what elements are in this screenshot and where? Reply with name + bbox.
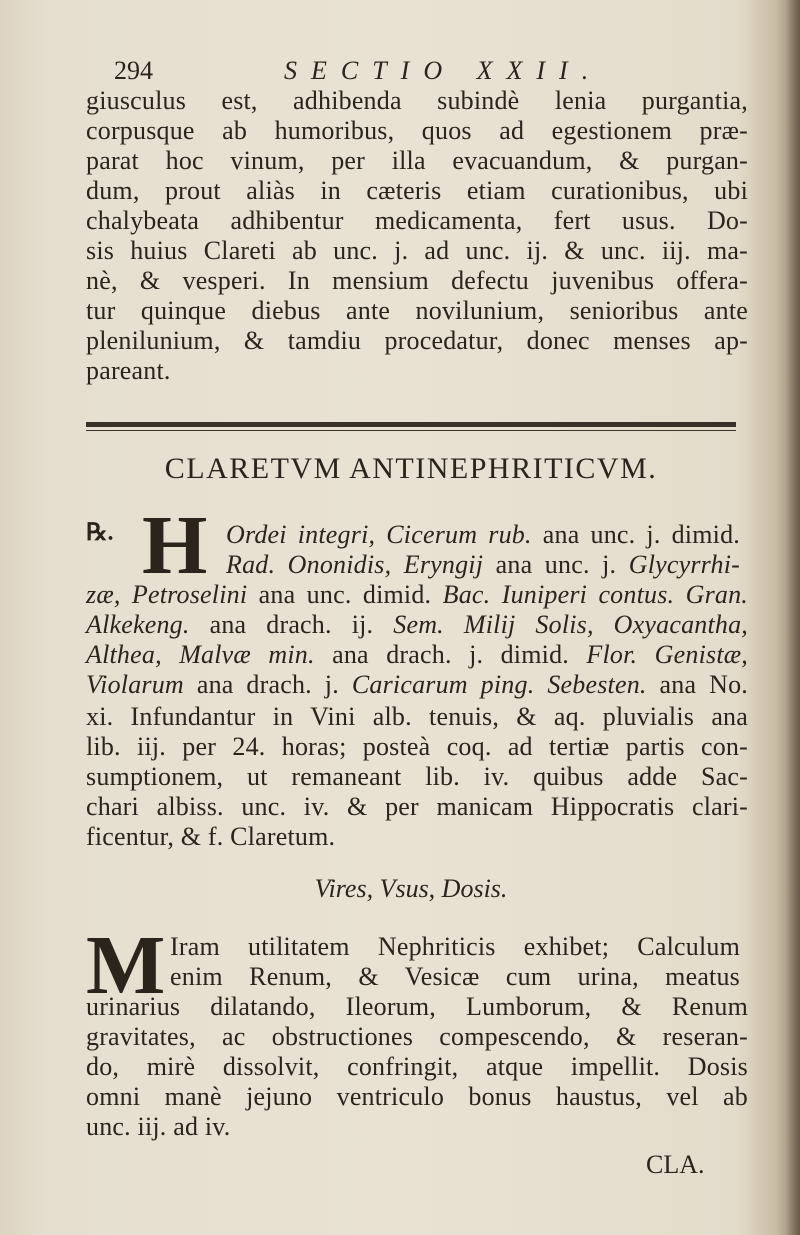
paragraph1-line: chalybeata adhibentur medicamenta, fert usus. Do- — [86, 206, 748, 235]
recipe-text: ana unc. j. dimid. — [531, 520, 740, 549]
page-number: 294 — [114, 56, 153, 85]
recipe-text: ficentur, & f. Claretum. — [86, 822, 336, 851]
recipe-text: sumptionem, ut remaneant lib. iv. quibus adde Sac- — [86, 762, 748, 791]
recipe-text: xi. Infundantur in Vini alb. tenuis, & aq. pluvialis ana — [86, 702, 748, 731]
recipe-text: zæ, Petroselini — [86, 580, 248, 609]
recipe-text: chari albiss. unc. iv. & per manicam Hippocratis clari- — [86, 792, 748, 821]
paragraph2-line: Iram utilitatem Nephriticis exhibet; Calculum — [170, 932, 740, 961]
recipe-text: Flor. Genistæ, — [586, 640, 748, 669]
recipe-line — [86, 702, 748, 732]
paragraph1-line: corpusque ab humoribus, quos ad egestionem præ- — [86, 116, 748, 145]
paragraph2-line: gravitates, ac obstructiones compescendo, & reseran- — [86, 1022, 748, 1051]
section-rule-thin — [86, 430, 736, 431]
drop-cap-h: H — [142, 499, 208, 592]
recipe-text: Alkekeng. — [86, 610, 190, 639]
section-title: SECTIO XXII. — [284, 56, 603, 85]
recipe-text: ana drach. j. dimid. — [314, 640, 587, 669]
paragraph2-line: omni manè jejuno ventriculo bonus haustus, vel ab — [86, 1082, 748, 1111]
recipe-line — [86, 762, 748, 792]
paragraph2-line: do, mirè dissolvit, confringit, atque impellit. Dosis — [86, 1052, 748, 1081]
recipe-line — [86, 792, 748, 822]
recipe-text: ana unc. j. — [483, 550, 629, 579]
drop-cap-m: M — [86, 919, 166, 1012]
recipe-text: ana drach. ij. — [189, 610, 394, 639]
catchword: CLA. — [646, 1150, 705, 1179]
paragraph2-line: enim Renum, & Vesicæ cum urina, meatus — [170, 962, 740, 991]
paragraph1-line: tur quinque diebus ante novilunium, senioribus ante — [86, 296, 748, 325]
page-edge-shadow — [786, 0, 800, 1235]
recipe-text: ana No. — [646, 670, 748, 699]
vires-usus-dosis-heading: Vires, Vsus, Dosis. — [314, 874, 508, 903]
recipe-line — [86, 610, 748, 640]
recipe-text: Bac. Iuniperi contus. Gran. — [442, 580, 748, 609]
paragraph1-line: sis huius Clareti ab unc. j. ad unc. ij. & unc. iij. ma- — [86, 236, 748, 265]
paragraph1-line: nè, & vesperi. In mensium defectu juvenibus offera- — [86, 266, 748, 295]
recipe-heading: CLARETVM ANTINEPHRITICVM. — [164, 452, 658, 485]
recipe-text: Althea, Malvæ min. — [86, 640, 315, 669]
recipe-line — [86, 822, 748, 852]
recipe-line — [86, 670, 748, 700]
recipe-line — [226, 550, 740, 580]
recipe-text: ana unc. dimid. — [247, 580, 443, 609]
recipe-line — [226, 520, 740, 550]
recipe-line — [86, 640, 748, 670]
paragraph2-line: unc. iij. ad iv. — [86, 1112, 231, 1141]
paragraph2-line: urinarius dilatando, Ileorum, Lumborum, & Renum — [86, 992, 748, 1021]
recipe-symbol: ℞. — [86, 520, 114, 546]
paragraph1-line: giusculus est, adhibenda subindè lenia purgantia, — [86, 86, 748, 115]
recipe-text: Caricarum ping. Sebesten. — [351, 670, 647, 699]
recipe-line — [86, 580, 748, 610]
recipe-text: Sem. Milij Solis, Oxyacantha, — [393, 610, 749, 639]
recipe-text: Ordei integri, Cicerum rub. — [226, 520, 532, 549]
recipe-text: Glycyrrhi- — [628, 550, 740, 579]
recipe-line — [86, 732, 748, 762]
paragraph1-line: dum, prout aliàs in cæteris etiam curationibus, ubi — [86, 176, 748, 205]
recipe-text: Rad. Ononidis, Eryngij — [226, 550, 484, 579]
paragraph1-line: plenilunium, & tamdiu procedatur, donec menses ap- — [86, 326, 748, 355]
paragraph1-line: pareant. — [86, 356, 171, 385]
section-rule — [86, 422, 736, 427]
recipe-text: Violarum — [86, 670, 184, 699]
paragraph1-line: parat hoc vinum, per illa evacuandum, & purgan- — [86, 146, 748, 175]
recipe-text: ana drach. j. — [183, 670, 352, 699]
recipe-text: lib. iij. per 24. horas; posteà coq. ad tertiæ partis con- — [86, 732, 748, 761]
